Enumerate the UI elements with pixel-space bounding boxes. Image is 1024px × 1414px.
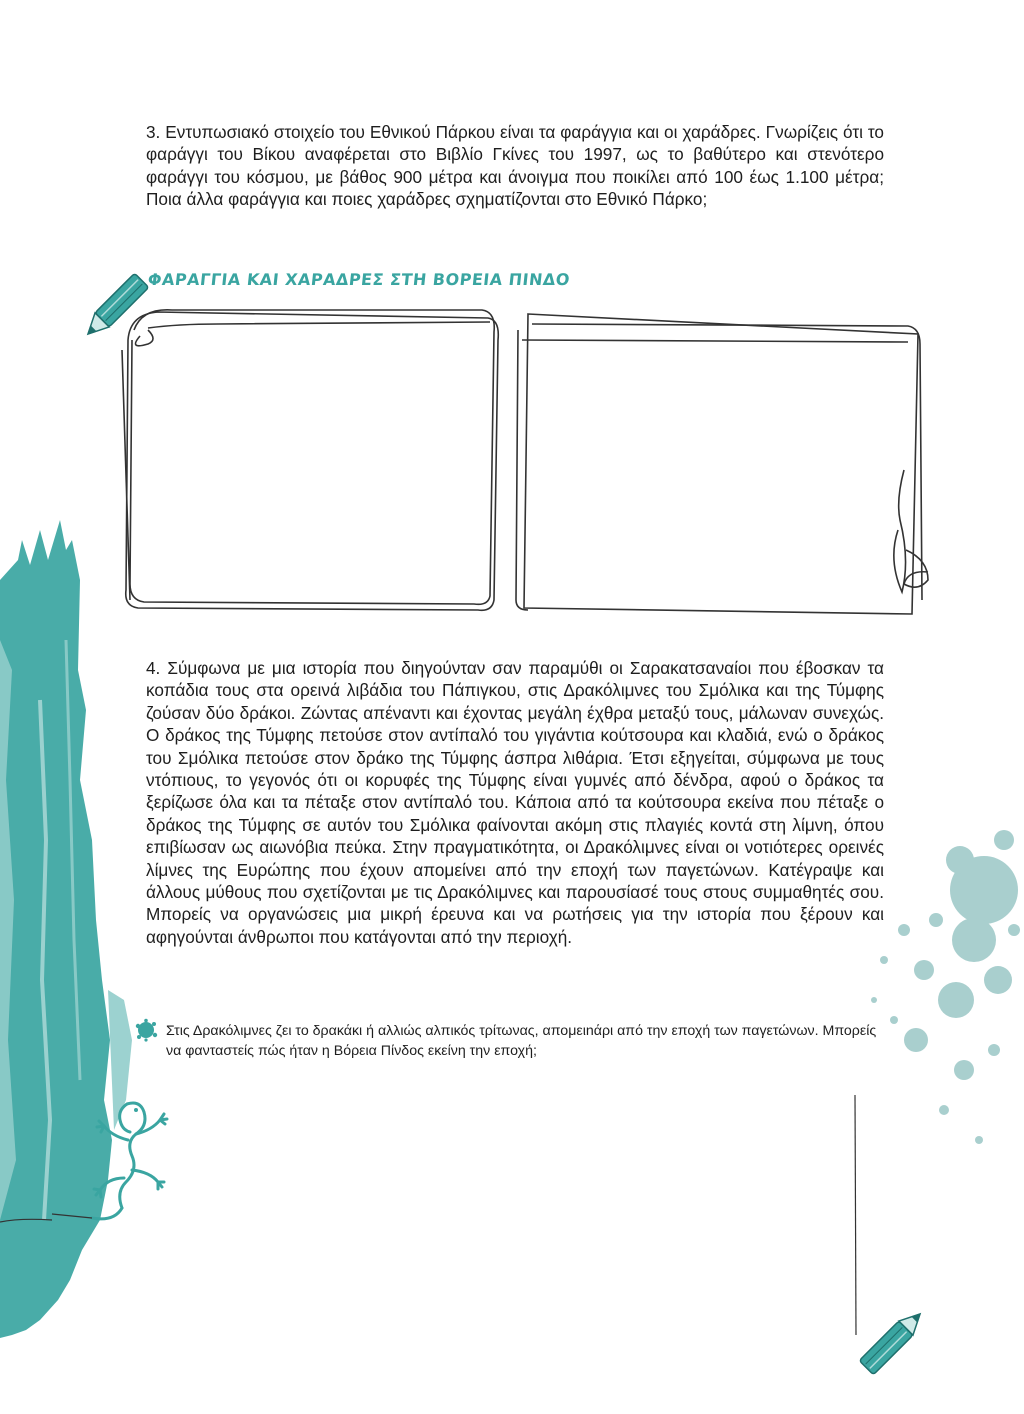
- newt-icon: [52, 1090, 202, 1230]
- decorative-line: [0, 1208, 60, 1228]
- pencil-icon: [856, 1298, 936, 1378]
- drawing-frame-left[interactable]: [118, 300, 508, 620]
- question-4-text: 4. Σύμφωνα με μια ιστορία που διηγούνταν σαν παραμύθι οι Σαρακατσαναίοι που έβοσκαν τα κοπάδια τους στα ορεινά λιβάδια του Πάπιγκου, στις Δρακόλιμνες του Σμόλικα και της Τύμφης ζούσαν δύο δράκοι. Ζώντας απέναντι και έχοντας μεγάλη έχθρα μεταξύ τους, μάλωναν συνεχώς. Ο δράκος της Τύμφης πετούσε στον αντίπαλό του γιγάντια κούτσουρα και κλαδιά, ενώ ο δράκος του Σμόλικα πετούσε στον δράκο της Τύμφης άσπρα λιθάρια. Έτσι εξηγείται, σύμφωνα με τους ντόπιους, το γεγονός ότι οι κορυφές της Τύμφης είναι γυμνές από δένδρα, αφού ο δράκος τα ξερίζωσε όλα και τα πέταξε στον αντίπαλό του. Κάποια από τα κούτσουρα εκείνα που πέταξε ο δράκος της Τύμφης σε αυτόν του Σμόλικα φαίνονται ακόμη στις πλαγιές κοντά στη λίμνη, όπου επιβίωσαν ως αιωνόβια πεύκα. Στην πραγματικότητα, οι Δρακόλιμνες είναι οι νοτιότερες ορεινές λίμνες της Ευρώπης που έχουν απομείνει από την εποχή των παγετώνων. Κατέγραψε και άλλους μύθους που σχετίζονται με τις Δρακόλιμνες και παρουσίασέ τους στους συμμαθητές σου. Μπορείς να οργανώσεις μια μικρή έρευνα και να ρωτήσεις για την ιστορία που ξέρουν και αφηγούνται άνθρωποι που κατάγονται από την περιοχή.: [146, 658, 884, 947]
- paint-splatter-decoration: [864, 820, 1024, 1180]
- paint-splat-icon: [134, 1018, 158, 1042]
- drawing-frame-right[interactable]: [508, 300, 938, 620]
- newt-note: Στις Δρακόλιμνες ζει το δρακάκι ή αλλιώς αλπικός τρίτωνας, απομειnάρι από την εποχή των παγετώνων. Μπορείς να φανταστείς πώς ήταν η Βόρεια Πίνδος εκείνη την εποχή;: [166, 1023, 877, 1059]
- section-heading: ΦΑΡΑΓΓΙΑ ΚΑΙ ΧΑΡΑΔΡΕΣ ΣΤΗ ΒΟΡΕΙΑ ΠΙΝΔΟ: [147, 270, 571, 289]
- question-3-text: 3. Εντυπωσιακό στοιχείο του Εθνικού Πάρκου είναι τα φαράγγια και οι χαράδρες. Γνωρίζεις ότι το φαράγγι του Βίκου αναφέρεται στο Βιβλίο Γκίνες του 1997, ως το βαθύτερο και στενότερο φαράγγι του κόσμου, με βάθος 900 μέτρα και άνοιγμα που ποικίλει από 100 έως 1.100 μέτρα; Ποια άλλα φαράγγια και ποιες χαράδρες σχηματίζονται στο Εθνικό Πάρκο;: [146, 122, 884, 210]
